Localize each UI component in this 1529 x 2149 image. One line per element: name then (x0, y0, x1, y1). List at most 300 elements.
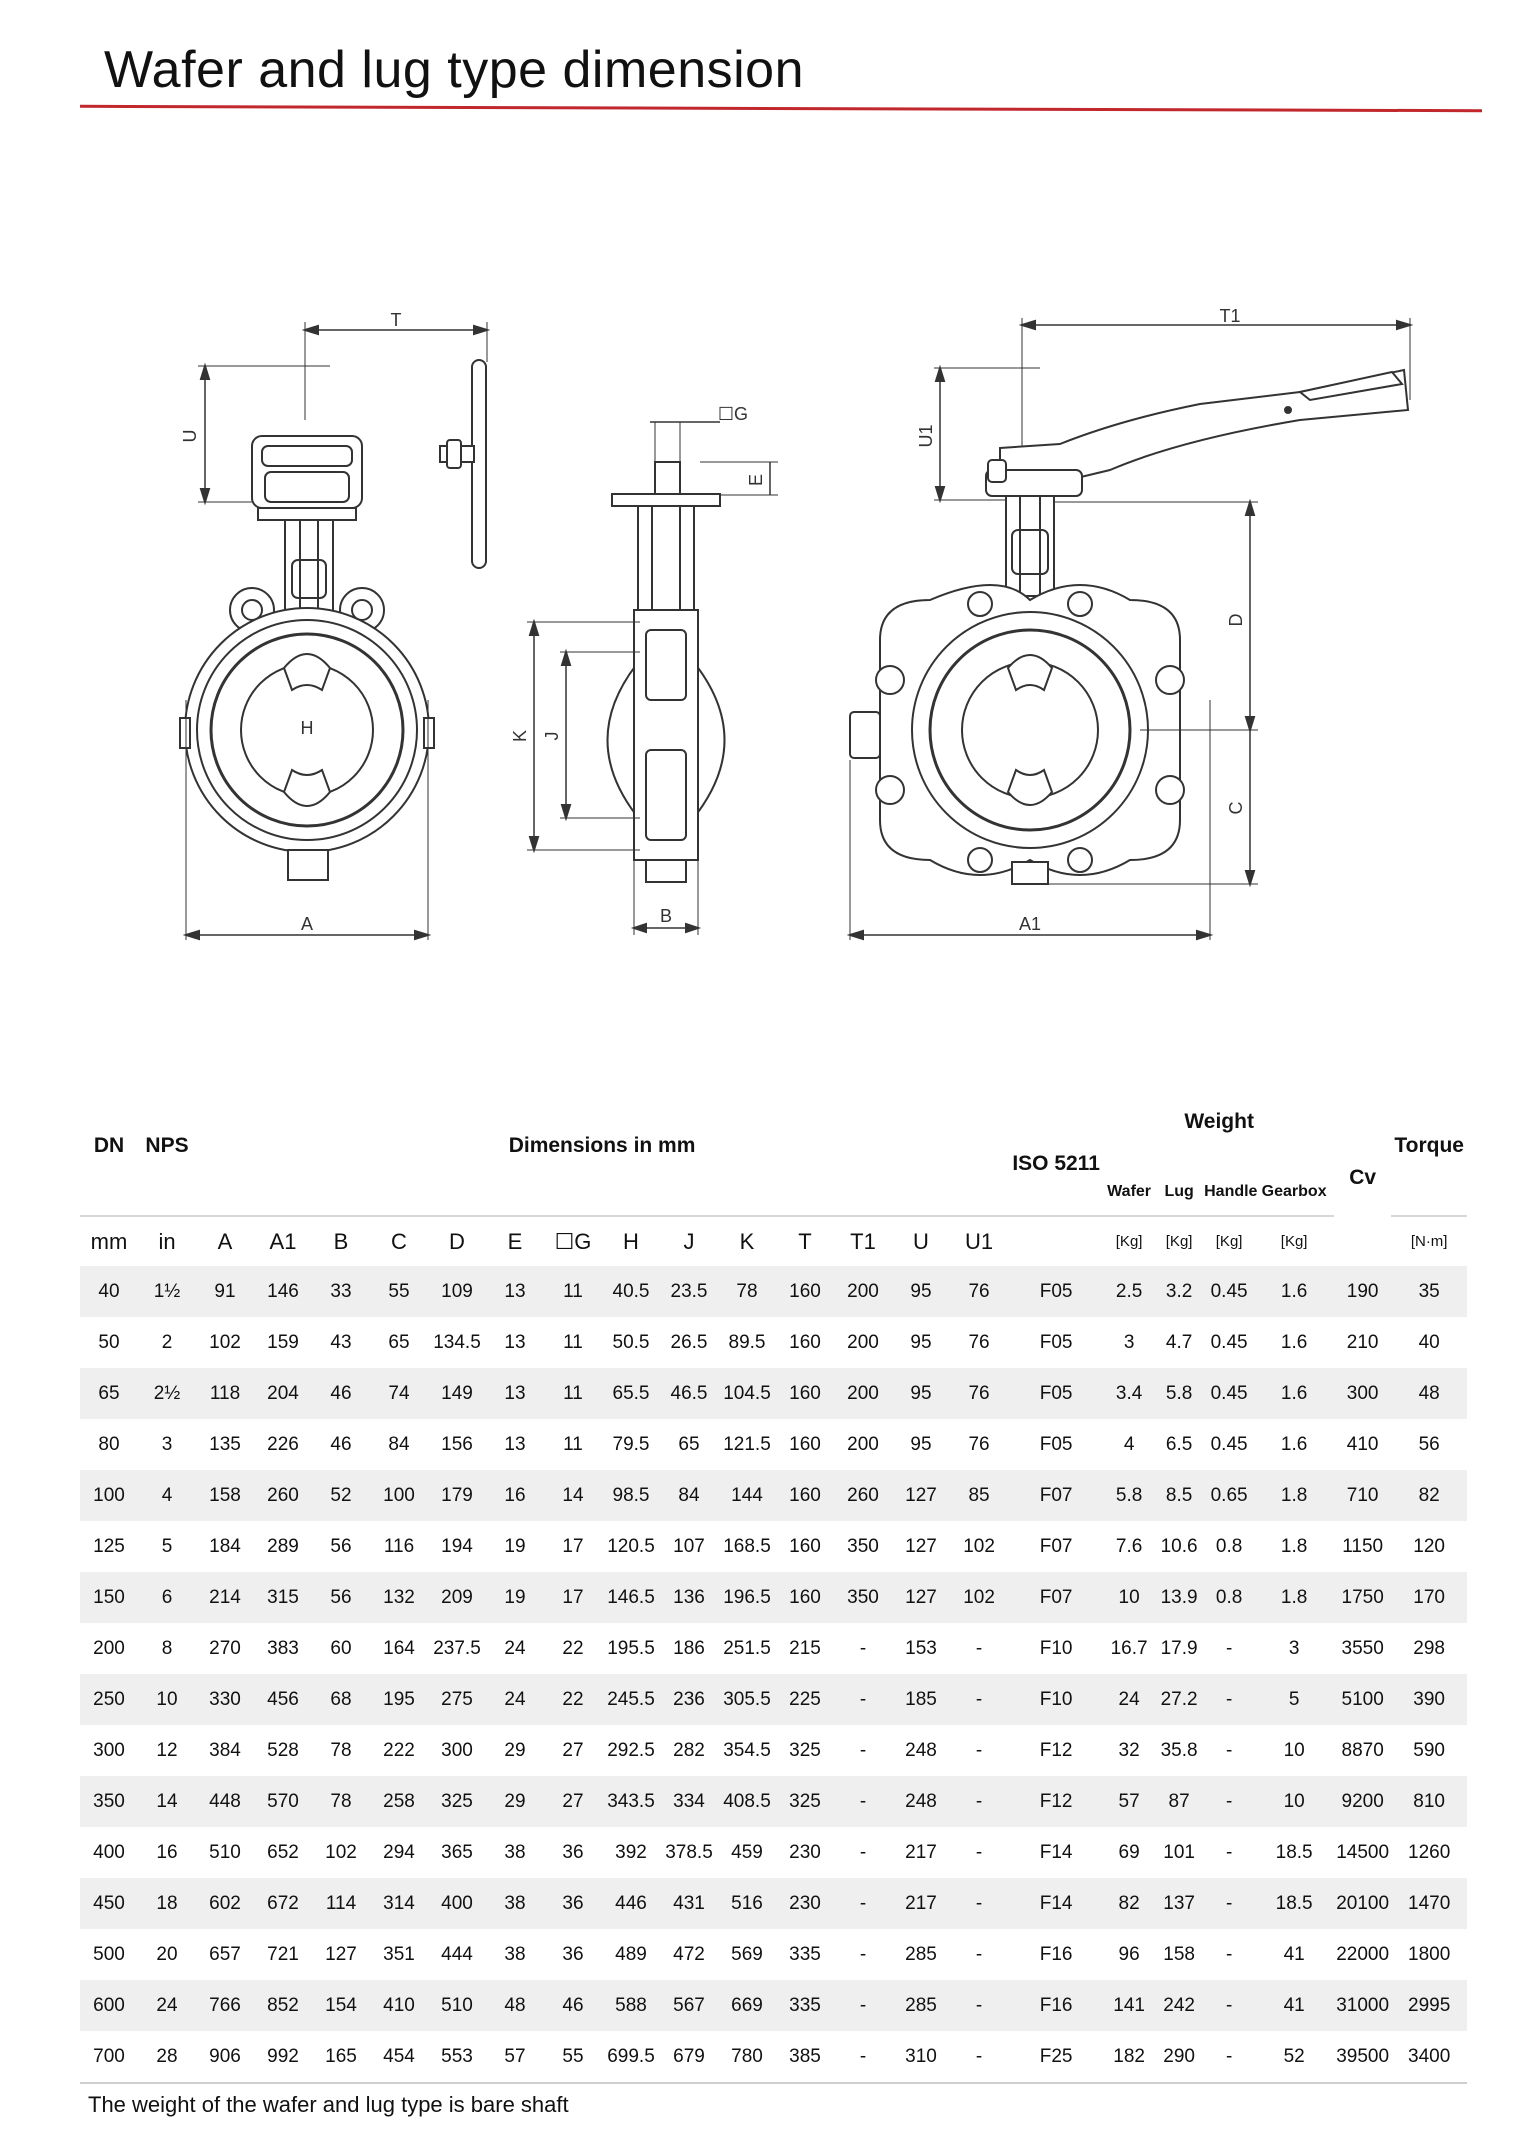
cell-nps: 3 (161, 1433, 173, 1455)
cell-dn: 700 (80, 2031, 138, 2083)
cell-u1: - (950, 1980, 1008, 2031)
cell-j: 23.5 (660, 1266, 718, 1317)
cell-g: 17 (562, 1535, 584, 1557)
cell-t: 325 (789, 1739, 821, 1761)
cell-a: 214 (196, 1572, 254, 1623)
cell-wafer: 2.5 (1104, 1266, 1154, 1317)
cell-cv: 20100 (1334, 1878, 1391, 1929)
cell-a: 330 (196, 1674, 254, 1725)
cell-d: 275 (428, 1674, 486, 1725)
cell-nps: 2 (161, 1331, 173, 1353)
cell-dn: 100 (80, 1470, 138, 1521)
label-A: A (300, 914, 314, 934)
cell-e: 19 (486, 1572, 544, 1623)
cell-wafer: 10 (1104, 1572, 1154, 1623)
cell-a1: 226 (267, 1433, 299, 1455)
cell-g: 46 (544, 1980, 602, 2031)
cell-u: 248 (892, 1776, 950, 1827)
cell-c: 132 (370, 1572, 428, 1623)
cell-torque: 35 (1391, 1266, 1467, 1317)
cell-t1: 350 (834, 1572, 892, 1623)
cell-j: 46.5 (660, 1368, 718, 1419)
unit-wafer: [Kg] (1104, 1216, 1154, 1266)
header-iso: ISO 5211 (1008, 1098, 1104, 1216)
cell-j: 26.5 (670, 1331, 708, 1353)
cell-k: 780 (718, 2031, 776, 2083)
table-row (80, 1725, 1467, 1776)
cell-iso: F16 (1008, 1980, 1104, 2031)
cell-torque: 1260 (1408, 1841, 1451, 1863)
cell-dn: 600 (80, 1980, 138, 2031)
cell-j: 567 (660, 1980, 718, 2031)
cell-k: 196.5 (718, 1572, 776, 1623)
cell-lug: 5.8 (1154, 1368, 1204, 1419)
cell-gearbox: 18.5 (1275, 1841, 1313, 1863)
unit-handle: [Kg] (1204, 1216, 1254, 1266)
cell-gearbox: 1.6 (1254, 1368, 1334, 1419)
table-row (80, 1266, 1467, 1317)
unit-a: A (196, 1216, 254, 1266)
cell-handle: - (1204, 1674, 1254, 1725)
units-row (80, 1216, 1467, 1266)
cell-a1: 852 (254, 1980, 312, 2031)
cell-e: 29 (504, 1739, 526, 1761)
table-row (80, 1317, 1467, 1368)
cell-wafer: 16.7 (1110, 1637, 1148, 1659)
cell-t: 325 (776, 1776, 834, 1827)
cell-c: 410 (370, 1980, 428, 2031)
cell-nps: 5 (161, 1535, 173, 1557)
cell-lug: 4.7 (1165, 1331, 1193, 1353)
cell-b: 60 (330, 1637, 352, 1659)
label-G: ☐G (717, 404, 749, 424)
table-row (80, 1368, 1467, 1419)
cell-d: 553 (428, 2031, 486, 2083)
cell-a1: 260 (254, 1470, 312, 1521)
cell-t1: - (834, 1980, 892, 2031)
cell-handle: - (1204, 1878, 1254, 1929)
cell-nps: 8 (161, 1637, 173, 1659)
cell-gearbox: 10 (1254, 1776, 1334, 1827)
cell-a: 158 (196, 1470, 254, 1521)
cell-t1: - (834, 1878, 892, 1929)
cell-e: 13 (486, 1266, 544, 1317)
cell-d: 365 (441, 1841, 473, 1863)
cell-k: 516 (718, 1878, 776, 1929)
cell-g: 11 (563, 1331, 583, 1353)
cell-t1: - (859, 1943, 867, 1965)
cell-handle: - (1204, 1980, 1254, 2031)
cell-dn: 250 (80, 1674, 138, 1725)
cell-lug: 158 (1163, 1943, 1195, 1965)
cell-nps: 1½ (138, 1266, 196, 1317)
cell-dn: 400 (93, 1841, 125, 1863)
dimension-table (80, 1098, 1467, 2084)
cell-d: 237.5 (433, 1637, 481, 1659)
cell-a1: 456 (254, 1674, 312, 1725)
cell-u: 285 (892, 1980, 950, 2031)
cell-iso: F10 (1008, 1674, 1104, 1725)
cell-a1: 570 (254, 1776, 312, 1827)
cell-handle: - (1225, 1943, 1233, 1965)
cell-j: 136 (660, 1572, 718, 1623)
cell-k: 104.5 (718, 1368, 776, 1419)
cell-h: 292.5 (607, 1739, 655, 1761)
header-wafer: Wafer (1107, 1183, 1152, 1200)
label-U1: U1 (916, 424, 936, 448)
unit-lug: [Kg] (1154, 1216, 1204, 1266)
cell-b: 43 (330, 1331, 352, 1353)
cell-cv: 8870 (1341, 1739, 1384, 1761)
cell-wafer: 141 (1104, 1980, 1154, 2031)
cell-lug: 35.8 (1160, 1739, 1198, 1761)
cell-j: 65 (678, 1433, 700, 1455)
cell-c: 65 (388, 1331, 410, 1353)
cell-e: 16 (486, 1470, 544, 1521)
cell-a: 270 (209, 1637, 241, 1659)
cell-k: 305.5 (718, 1674, 776, 1725)
cell-handle: 0.8 (1215, 1535, 1243, 1557)
cell-iso: F14 (1039, 1841, 1073, 1863)
label-H: H (300, 718, 314, 738)
cell-torque: 1800 (1408, 1943, 1451, 1965)
cell-u1: 76 (968, 1433, 990, 1455)
unit-b: B (312, 1216, 370, 1266)
cell-gearbox: 1.8 (1254, 1572, 1334, 1623)
cell-dn: 65 (80, 1368, 138, 1419)
cell-gearbox: 10 (1283, 1739, 1305, 1761)
cell-wafer: 32 (1118, 1739, 1140, 1761)
cell-g: 22 (562, 1637, 584, 1659)
cell-lug: 27.2 (1154, 1674, 1204, 1725)
unit-cv (1334, 1216, 1391, 1266)
cell-t1: - (834, 1674, 892, 1725)
cell-u: 127 (892, 1572, 950, 1623)
cell-iso: F14 (1008, 1878, 1104, 1929)
cell-d: 179 (428, 1470, 486, 1521)
cell-nps: 16 (156, 1841, 178, 1863)
cell-d: 194 (441, 1535, 473, 1557)
cell-lug: 13.9 (1154, 1572, 1204, 1623)
cell-iso: F12 (1008, 1776, 1104, 1827)
cell-d: 510 (428, 1980, 486, 2031)
cell-torque: 48 (1391, 1368, 1467, 1419)
cell-d: 325 (428, 1776, 486, 1827)
cell-iso: F10 (1039, 1637, 1073, 1659)
cell-nps: 6 (138, 1572, 196, 1623)
cell-b: 127 (325, 1943, 357, 1965)
cell-handle: - (1204, 2031, 1254, 2083)
cell-wafer: 57 (1104, 1776, 1154, 1827)
cell-gearbox: 1.6 (1280, 1331, 1308, 1353)
cell-nps: 20 (156, 1943, 178, 1965)
cell-handle: 0.8 (1204, 1572, 1254, 1623)
cell-u: 217 (905, 1841, 937, 1863)
cell-j: 472 (673, 1943, 705, 1965)
cell-c: 116 (383, 1535, 415, 1557)
cell-nps: 4 (138, 1470, 196, 1521)
unit-j: J (660, 1216, 718, 1266)
cell-dn: 80 (98, 1433, 120, 1455)
cell-a1: 289 (267, 1535, 299, 1557)
cell-iso: F25 (1008, 2031, 1104, 2083)
cell-j: 679 (660, 2031, 718, 2083)
cell-nps: 12 (156, 1739, 178, 1761)
cell-torque: 810 (1391, 1776, 1467, 1827)
cell-u1: - (975, 1637, 983, 1659)
cell-a: 135 (209, 1433, 241, 1455)
unit-nps: in (138, 1216, 196, 1266)
cell-u: 153 (905, 1637, 937, 1659)
cell-cv: 9200 (1334, 1776, 1391, 1827)
cell-k: 78 (718, 1266, 776, 1317)
cell-gearbox: 1.8 (1280, 1535, 1308, 1557)
cell-nps: 2½ (138, 1368, 196, 1419)
cell-b: 165 (312, 2031, 370, 2083)
cell-h: 489 (615, 1943, 647, 1965)
header-nps: NPS (145, 1134, 189, 1157)
table-row (80, 1674, 1467, 1725)
unit-t: T (776, 1216, 834, 1266)
cell-d: 300 (441, 1739, 473, 1761)
cell-dn: 500 (93, 1943, 125, 1965)
cell-c: 74 (370, 1368, 428, 1419)
cell-e: 13 (486, 1368, 544, 1419)
cell-a1: 146 (254, 1266, 312, 1317)
cell-handle: - (1225, 1739, 1233, 1761)
cell-e: 48 (486, 1980, 544, 2031)
cell-e: 13 (504, 1433, 526, 1455)
cell-b: 56 (330, 1535, 352, 1557)
cell-b: 33 (312, 1266, 370, 1317)
cell-a: 102 (209, 1331, 241, 1353)
table-row (80, 1878, 1467, 1929)
cell-cv: 31000 (1334, 1980, 1391, 2031)
table-row (80, 1623, 1467, 1674)
cell-dn: 50 (98, 1331, 120, 1353)
cell-a1: 528 (267, 1739, 299, 1761)
cell-d: 134.5 (433, 1331, 481, 1353)
cell-h: 120.5 (607, 1535, 655, 1557)
cell-u: 95 (892, 1266, 950, 1317)
cell-lug: 10.6 (1160, 1535, 1198, 1557)
cell-g: 36 (544, 1878, 602, 1929)
cell-g: 27 (562, 1739, 584, 1761)
cell-u1: - (950, 1776, 1008, 1827)
cell-t: 160 (776, 1572, 834, 1623)
cell-torque: 2995 (1391, 1980, 1467, 2031)
cell-c: 84 (388, 1433, 410, 1455)
cell-u: 127 (905, 1535, 937, 1557)
cell-torque: 170 (1391, 1572, 1467, 1623)
cell-b: 78 (312, 1776, 370, 1827)
cell-iso: F07 (1008, 1470, 1104, 1521)
cell-lug: 290 (1154, 2031, 1204, 2083)
cell-c: 314 (370, 1878, 428, 1929)
cell-nps: 14 (138, 1776, 196, 1827)
cell-handle: 0.45 (1204, 1368, 1254, 1419)
cell-h: 195.5 (607, 1637, 655, 1659)
footnote: The weight of the wafer and lug type is bare shaft (88, 2092, 569, 2117)
unit-u1: U1 (950, 1216, 1008, 1266)
unit-u: U (892, 1216, 950, 1266)
cell-u1: 102 (950, 1572, 1008, 1623)
cell-k: 354.5 (723, 1739, 771, 1761)
cell-a: 657 (209, 1943, 241, 1965)
cell-dn: 125 (93, 1535, 125, 1557)
cell-e: 38 (486, 1878, 544, 1929)
table-row (80, 1470, 1467, 1521)
cell-cv: 22000 (1336, 1943, 1390, 1965)
cell-t: 385 (776, 2031, 834, 2083)
header-handle: Handle (1204, 1183, 1258, 1200)
cell-iso: F05 (1008, 1368, 1104, 1419)
cell-b: 46 (330, 1433, 352, 1455)
cell-a: 602 (196, 1878, 254, 1929)
cell-c: 55 (370, 1266, 428, 1317)
cell-c: 258 (370, 1776, 428, 1827)
cell-u: 95 (910, 1433, 932, 1455)
cell-t1: - (859, 1841, 867, 1863)
cell-k: 569 (731, 1943, 763, 1965)
cell-wafer: 5.8 (1104, 1470, 1154, 1521)
cell-t: 230 (789, 1841, 821, 1863)
table-row (80, 2031, 1467, 2083)
cell-cv: 1150 (1342, 1535, 1384, 1557)
cell-cv: 410 (1346, 1433, 1379, 1455)
cell-cv: 1750 (1334, 1572, 1391, 1623)
cell-g: 22 (544, 1674, 602, 1725)
cell-wafer: 96 (1118, 1943, 1140, 1965)
cell-b: 56 (312, 1572, 370, 1623)
cell-j: 84 (660, 1470, 718, 1521)
table-row (80, 1572, 1467, 1623)
cell-h: 65.5 (602, 1368, 660, 1419)
cell-wafer: 182 (1104, 2031, 1154, 2083)
cell-b: 68 (312, 1674, 370, 1725)
cell-c: 100 (370, 1470, 428, 1521)
cell-g: 55 (544, 2031, 602, 2083)
cell-dn: 40 (80, 1266, 138, 1317)
cell-h: 245.5 (602, 1674, 660, 1725)
cell-k: 121.5 (723, 1433, 771, 1455)
cell-lug: 8.5 (1154, 1470, 1204, 1521)
cell-u1: - (975, 1841, 983, 1863)
cell-h: 79.5 (612, 1433, 650, 1455)
cell-k: 251.5 (723, 1637, 771, 1659)
cell-u1: 85 (950, 1470, 1008, 1521)
cell-g: 27 (544, 1776, 602, 1827)
header-dn: DN (93, 1134, 125, 1157)
cell-cv: 300 (1334, 1368, 1391, 1419)
cell-dn: 350 (80, 1776, 138, 1827)
cell-h: 98.5 (602, 1470, 660, 1521)
cell-dn: 450 (80, 1878, 138, 1929)
cell-wafer: 24 (1104, 1674, 1154, 1725)
unit-e: E (486, 1216, 544, 1266)
cell-torque: 1470 (1391, 1878, 1467, 1929)
cell-wafer: 3 (1123, 1331, 1135, 1353)
cell-t1: 350 (847, 1535, 879, 1557)
header-gearbox: Gearbox (1261, 1183, 1327, 1200)
table-row (80, 1776, 1467, 1827)
cell-u1: - (950, 1674, 1008, 1725)
cell-g: 11 (544, 1368, 602, 1419)
cell-u: 127 (892, 1470, 950, 1521)
cell-c: 454 (370, 2031, 428, 2083)
cell-iso: F05 (1039, 1331, 1073, 1353)
cell-e: 24 (504, 1637, 526, 1659)
cell-k: 669 (718, 1980, 776, 2031)
label-T1: T1 (1219, 306, 1241, 326)
table-body (80, 1266, 1467, 2083)
cell-t: 160 (776, 1470, 834, 1521)
cell-t: 230 (776, 1878, 834, 1929)
cell-d: 444 (441, 1943, 473, 1965)
cell-c: 351 (383, 1943, 415, 1965)
cell-iso: F05 (1008, 1266, 1104, 1317)
cell-torque: 390 (1391, 1674, 1467, 1725)
label-T: T (390, 310, 402, 330)
cell-wafer: 7.6 (1115, 1535, 1143, 1557)
cell-j: 282 (673, 1739, 705, 1761)
cell-k: 408.5 (718, 1776, 776, 1827)
cell-b: 46 (312, 1368, 370, 1419)
cell-cv: 39500 (1334, 2031, 1391, 2083)
cell-u1: 76 (950, 1368, 1008, 1419)
cell-k: 144 (718, 1470, 776, 1521)
cell-k: 89.5 (728, 1331, 766, 1353)
cell-u: 95 (910, 1331, 932, 1353)
cell-a: 906 (196, 2031, 254, 2083)
table-row (80, 1521, 1467, 1572)
valve-drawing (0, 0, 1529, 1000)
cell-e: 38 (504, 1943, 526, 1965)
cell-t: 160 (789, 1433, 821, 1455)
header-dimensions: Dimensions in mm (508, 1134, 696, 1157)
cell-b: 154 (312, 1980, 370, 2031)
cell-d: 109 (428, 1266, 486, 1317)
cell-torque: 120 (1413, 1535, 1445, 1557)
cell-t1: 200 (834, 1368, 892, 1419)
cell-torque: 590 (1413, 1739, 1445, 1761)
view-side (527, 422, 778, 935)
cell-j: 334 (660, 1776, 718, 1827)
label-D: D (1226, 613, 1246, 627)
cell-dn: 150 (80, 1572, 138, 1623)
cell-a1: 652 (267, 1841, 299, 1863)
cell-a1: 204 (254, 1368, 312, 1419)
cell-torque: 56 (1418, 1433, 1440, 1455)
cell-handle: - (1225, 1841, 1233, 1863)
cell-e: 29 (486, 1776, 544, 1827)
cell-nps: 10 (138, 1674, 196, 1725)
cell-gearbox: 1.8 (1254, 1470, 1334, 1521)
header-lug: Lug (1164, 1183, 1194, 1200)
label-A1: A1 (1018, 914, 1042, 934)
cell-u1: 76 (968, 1331, 990, 1353)
cell-g: 36 (562, 1943, 584, 1965)
cell-e: 24 (486, 1674, 544, 1725)
cell-a: 384 (209, 1739, 241, 1761)
cell-lug: 137 (1154, 1878, 1204, 1929)
cell-torque: 298 (1413, 1637, 1445, 1659)
cell-torque: 82 (1391, 1470, 1467, 1521)
cell-handle: 0.65 (1204, 1470, 1254, 1521)
unit-c: C (370, 1216, 428, 1266)
cell-dn: 300 (93, 1739, 125, 1761)
cell-handle: - (1204, 1776, 1254, 1827)
